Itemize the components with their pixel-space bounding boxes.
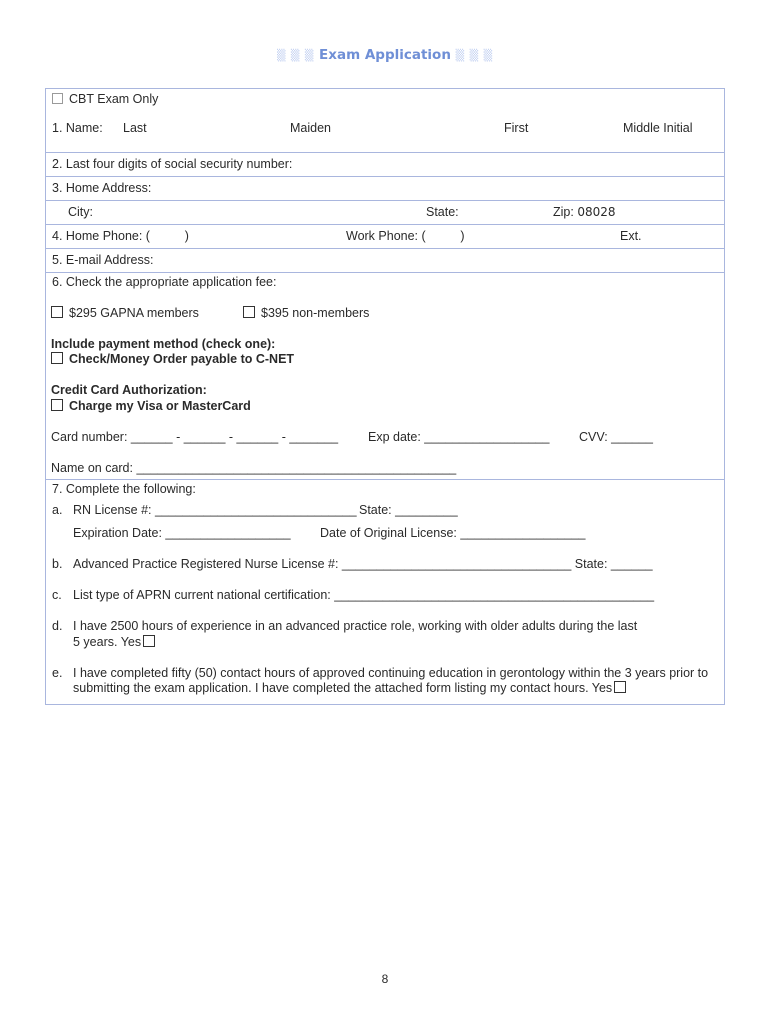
item-a-letter: a. <box>52 503 63 517</box>
zip-value: 08028 <box>577 205 616 219</box>
divider <box>45 224 725 225</box>
item-c-letter: c. <box>52 588 62 602</box>
rn-expiration-field[interactable]: Expiration Date: __________________ <box>73 526 291 540</box>
check-checkbox[interactable] <box>51 352 63 364</box>
title-decoration-right: ▒ ▒ ▒ <box>455 49 494 62</box>
item-b-letter: b. <box>52 557 63 571</box>
divider <box>45 272 725 273</box>
city-field[interactable]: City: <box>68 205 93 219</box>
gapna-option[interactable] <box>51 306 199 320</box>
divider <box>45 248 725 249</box>
check-label: Check/Money Order payable to C-NET <box>69 352 295 366</box>
divider <box>45 152 725 153</box>
education-statement: I have completed fifty (50) contact hours of approved continuing education in gerontology within the 3 years prior to <box>73 666 709 680</box>
middle-initial-field[interactable]: Middle Initial <box>623 121 693 135</box>
cbt-checkbox[interactable] <box>52 93 63 104</box>
page-number: 8 <box>381 972 389 986</box>
payment-heading: Include payment method (check one): <box>51 337 276 351</box>
rn-state-field[interactable]: State: _________ <box>359 503 458 517</box>
cc-heading: Credit Card Authorization: <box>51 383 207 397</box>
name-label: 1. Name: <box>52 121 103 135</box>
experience-yes[interactable] <box>73 635 155 649</box>
gapna-label: $295 GAPNA members <box>69 306 199 320</box>
state-field[interactable]: State: <box>426 205 459 219</box>
education-yes[interactable] <box>73 681 626 695</box>
ext-field[interactable]: Ext. <box>620 229 642 243</box>
cbt-label: CBT Exam Only <box>69 92 159 106</box>
maiden-name-field[interactable]: Maiden <box>290 121 331 135</box>
card-number-field[interactable]: Card number: ______ - ______ - ______ - _______ <box>51 430 339 444</box>
aprn-license-field[interactable]: Advanced Practice Registered Nurse License #: _________________________________ State: ______ <box>73 557 653 571</box>
last-name-field[interactable]: Last <box>123 121 147 135</box>
home-address-field[interactable]: 3. Home Address: <box>52 181 152 195</box>
work-phone-field[interactable]: Work Phone: ( ) <box>346 229 465 243</box>
experience-yes-label: 5 years. Yes <box>73 635 142 649</box>
experience-yes-checkbox[interactable] <box>143 635 155 647</box>
gapna-checkbox[interactable] <box>51 306 63 318</box>
nonmember-checkbox[interactable] <box>243 306 255 318</box>
zip-field[interactable] <box>553 205 616 219</box>
fee-label: 6. Check the appropriate application fee: <box>52 275 277 289</box>
cvv-field[interactable]: CVV: ______ <box>579 430 653 444</box>
page-title <box>0 47 770 63</box>
nonmember-label: $395 non-members <box>261 306 370 320</box>
item-e-letter: e. <box>52 666 63 680</box>
rn-license-field[interactable]: RN License #: _____________________________ <box>73 503 357 517</box>
cc-label: Charge my Visa or MasterCard <box>69 399 251 413</box>
item-d-letter: d. <box>52 619 63 633</box>
check-option[interactable] <box>51 352 294 366</box>
cc-option[interactable] <box>51 399 251 413</box>
nonmember-option[interactable] <box>243 306 369 320</box>
section7-label: 7. Complete the following: <box>52 482 196 496</box>
cc-checkbox[interactable] <box>51 399 63 411</box>
education-yes-label: submitting the exam application. I have completed the attached form listing my contact hours. Yes <box>73 681 613 695</box>
aprn-certification-field[interactable]: List type of APRN current national certification: ______________________________________________ <box>73 588 655 602</box>
first-name-field[interactable]: First <box>504 121 529 135</box>
ssn-field[interactable]: 2. Last four digits of social security number: <box>52 157 293 171</box>
divider <box>45 176 725 177</box>
name-on-card-field[interactable]: Name on card: ______________________________________________ <box>51 461 457 475</box>
rn-original-date-field[interactable]: Date of Original License: __________________ <box>320 526 586 540</box>
divider <box>45 479 725 480</box>
education-yes-checkbox[interactable] <box>614 681 626 693</box>
experience-statement: I have 2500 hours of experience in an advanced practice role, working with older adults during the last <box>73 619 638 633</box>
divider <box>45 200 725 201</box>
zip-label: Zip: <box>553 205 574 219</box>
email-field[interactable]: 5. E-mail Address: <box>52 253 154 267</box>
home-phone-field[interactable]: 4. Home Phone: ( ) <box>52 229 189 243</box>
title-decoration-left: ▒ ▒ ▒ <box>276 49 315 62</box>
title-text: Exam Application <box>319 47 451 63</box>
cbt-option[interactable] <box>52 92 158 106</box>
exp-date-field[interactable]: Exp date: __________________ <box>368 430 550 444</box>
